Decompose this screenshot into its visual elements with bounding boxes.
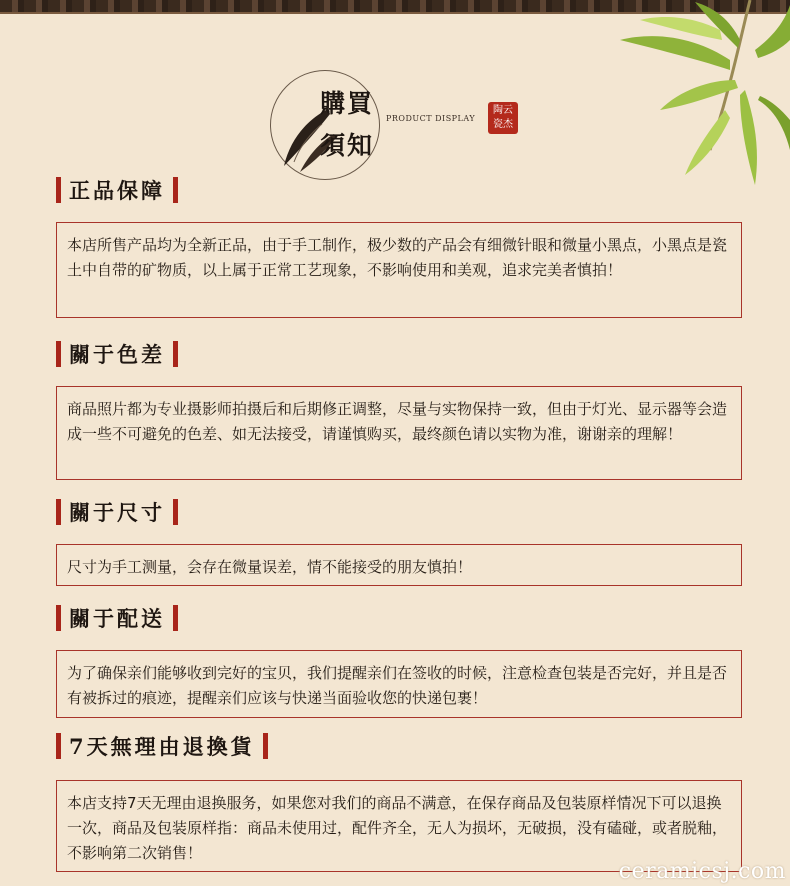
section-heading-color xyxy=(56,340,178,368)
seal-stamp-icon xyxy=(488,102,518,134)
section-body-returns: 本店支持7天无理由退换服务，如果您对我们的商品不满意，在保存商品及包装原样情况下可以退换一次，商品及包装原样指：商品未使用过，配件齐全，无人为损坏，无破损，没有磕碰，或者脱釉，不影响第二次销售！ xyxy=(56,780,742,872)
section-heading-text: 正品保障 xyxy=(69,178,165,203)
header-subtitle: PRODUCT DISPLAY xyxy=(386,114,476,123)
header-title-line2: 須知 xyxy=(320,131,375,160)
section-body-delivery: 为了确保亲们能够收到完好的宝贝，我们提醒亲们在签收的时候，注意检查包装是否完好，并且是否有被拆过的痕迹，提醒亲们应该与快递当面验收您的快递包裹！ xyxy=(56,650,742,718)
section-heading-text: 7天無理由退換貨 xyxy=(69,734,255,759)
section-heading-text: 關于色差 xyxy=(69,342,165,367)
bamboo-leaves-icon xyxy=(580,0,790,210)
section-heading-authentic xyxy=(56,176,178,204)
section-heading-delivery xyxy=(56,604,178,632)
section-body-authentic: 本店所售产品均为全新正品，由于手工制作，极少数的产品会有细微针眼和微量小黑点，小黑点是瓷土中自带的矿物质，以上属于正常工艺现象，不影响使用和美观，追求完美者慎拍！ xyxy=(56,222,742,318)
section-heading-returns xyxy=(56,732,268,760)
section-body-size: 尺寸为手工测量，会存在微量误差，情不能接受的朋友慎拍！ xyxy=(56,544,742,586)
watermark: ceramicsj.com xyxy=(618,859,786,884)
section-heading-size xyxy=(56,498,178,526)
section-heading-text: 關于尺寸 xyxy=(69,500,165,525)
heading-bar-right xyxy=(173,341,178,367)
section-body-color: 商品照片都为专业摄影师拍摄后和后期修正调整，尽量与实物保持一致，但由于灯光、显示器等会造成一些不可避免的色差、如无法接受，请谨慎购买，最终颜色请以实物为准，谢谢亲的理解！ xyxy=(56,386,742,480)
seal-text-line1: 陶云 xyxy=(493,105,513,116)
heading-bar-right xyxy=(173,499,178,525)
section-heading-text: 關于配送 xyxy=(69,606,165,631)
seal-text-line2: 瓷杰 xyxy=(493,119,513,130)
heading-bar-right xyxy=(173,177,178,203)
heading-bar-right xyxy=(173,605,178,631)
heading-bar-right xyxy=(263,733,268,759)
header-title-line1: 購買 xyxy=(320,89,375,118)
purchase-notice-header xyxy=(270,70,540,180)
